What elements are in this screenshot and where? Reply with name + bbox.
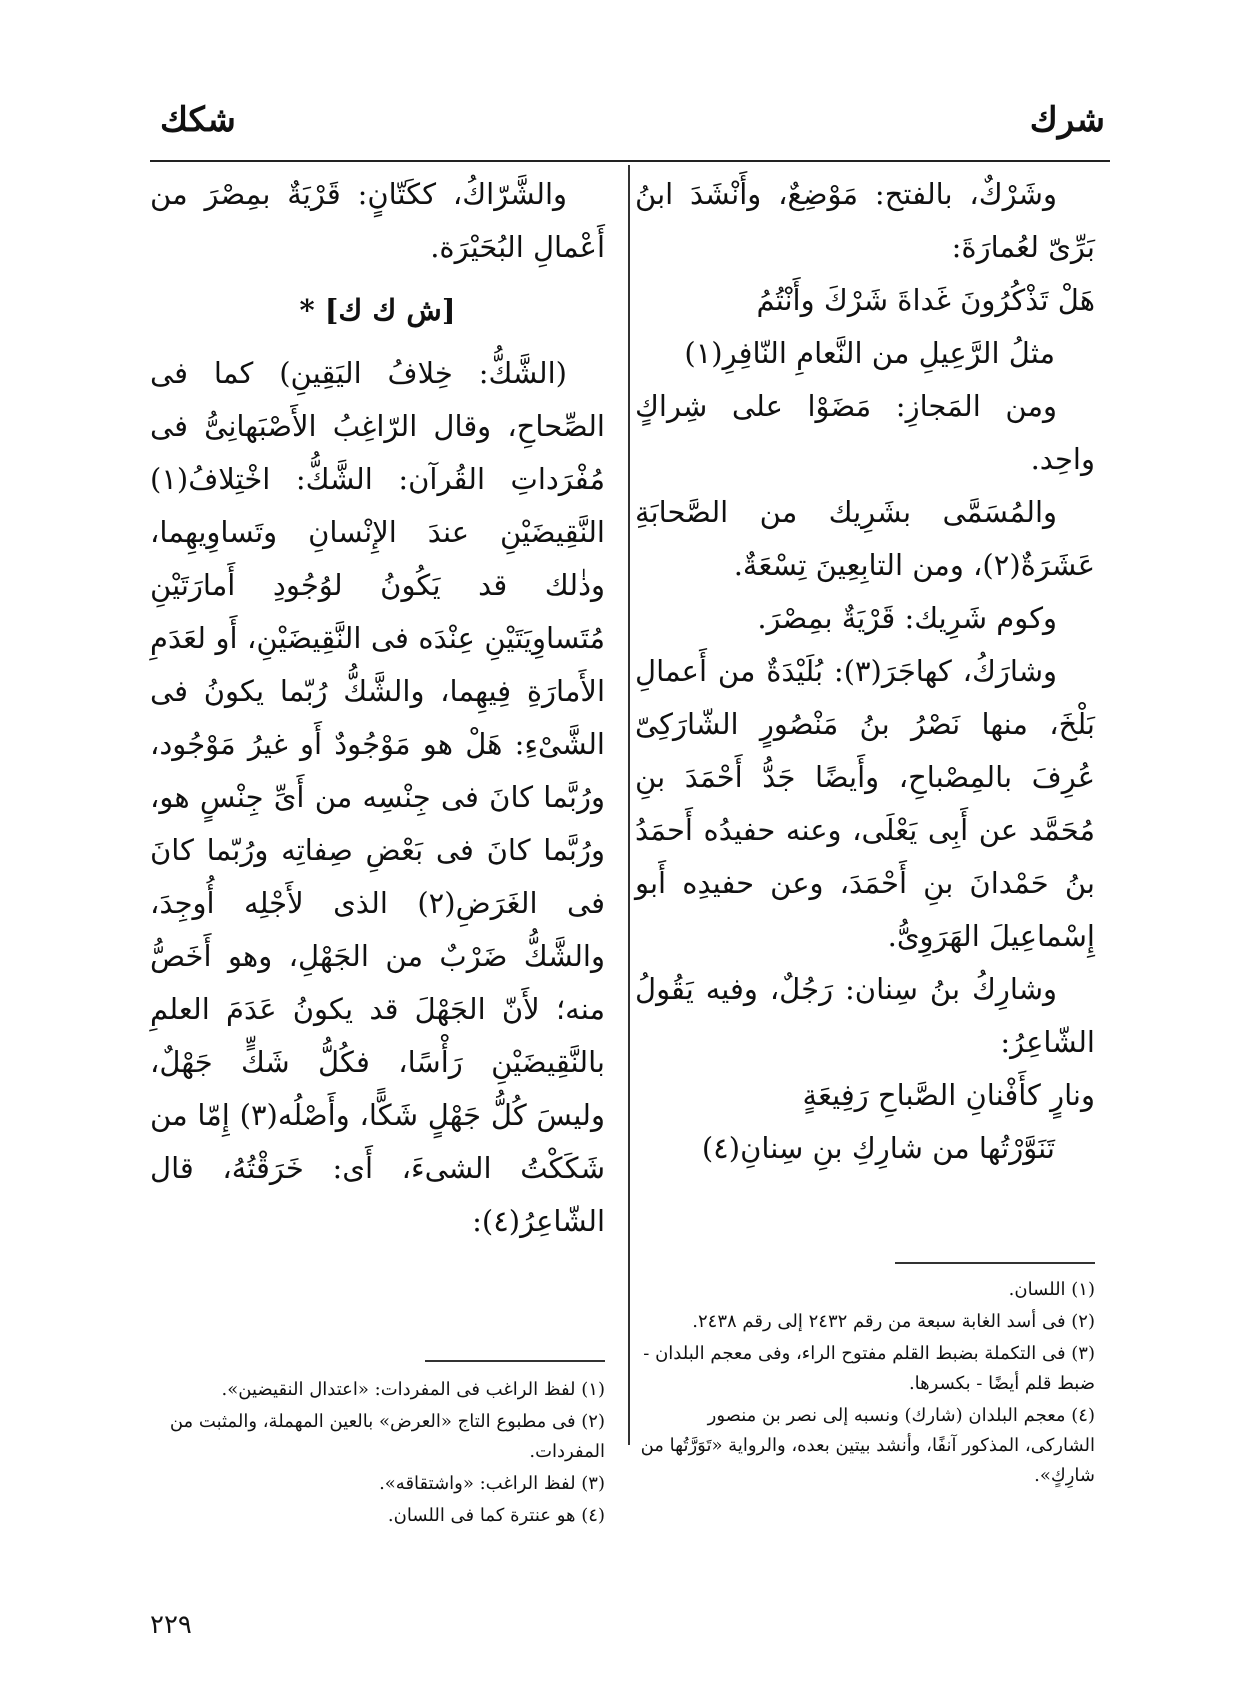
right-paragraph-6: وشارِكُ بنُ سِنان: رَجُلٌ، وفيه يَقُولُ الشّاعِرُ: xyxy=(635,972,1095,1059)
footnote-rule-right xyxy=(895,1262,1095,1264)
right-column xyxy=(635,168,1095,1175)
right-verse-1-line-2: مثلُ الرَّعِيلِ من النَّعامِ النّافِرِ(١) xyxy=(684,336,1055,370)
footnote-right-4: (٤) معجم البلدان (شارك) ونسبه إلى نصر بن منصور الشاركى، المذكور آنفًا، وأنشد بيتين بعده، والرواية «تَوَرَّتُها من شارِكٍ». xyxy=(640,1405,1095,1486)
right-paragraph-1: وشَرْكٌ، بالفتح: مَوْضِعٌ، وأَنْشَدَ ابنُ بَرِّىّ لعُمارَةَ: xyxy=(635,177,1095,264)
right-paragraph-4: وكوم شَرِيك: قَرْيَةٌ بمِصْرَ. xyxy=(757,601,1057,635)
entry-heading: [ش ك ك] * xyxy=(299,293,456,327)
page-number: ٢٢٩ xyxy=(150,1610,192,1640)
right-paragraph-5: وشارَكُ، كهاجَرَ(٣): بُلَيْدَةٌ من أَعمالِ بَلْخَ، منها نَصْرُ بنُ مَنْصُورٍ الشّارَكِىّ عُرِفَ بالمِصْباحِ، وأَيضًا جَدُّ أَحْمَدَ بنِ مُحَمَّد عن أَبِى يَعْلَى، وعنه حفيدُه أَحمَدُ بنُ حَمْدانَ بنِ أَحْمَدَ، وعن حفيدِه أَبو إِسْماعِيلَ الهَرَوِىُّ. xyxy=(635,654,1095,953)
right-verse-1-line-1: هَلْ تَذْكُرُونَ غَداةَ شَرْكَ وأَنْتُمُ xyxy=(756,283,1095,317)
right-paragraph-2: ومن المَجازِ: مَضَوْا على شِراكٍ واحِد. xyxy=(635,389,1095,476)
footnote-left-2: (٢) فى مطبوع التاج «العرض» بالعين المهملة، والمثبت من المفردات. xyxy=(169,1411,605,1462)
footnote-right-1: (١) اللسان. xyxy=(1008,1279,1095,1300)
header-rule xyxy=(150,160,1110,162)
right-verse-2-line-1: ونارٍ كأَفْنانِ الصَّباحِ رَفِيعَةٍ xyxy=(802,1078,1095,1112)
footnote-rule-left xyxy=(425,1360,605,1362)
footnotes-left xyxy=(150,1375,605,1533)
header-right-entry: شرك xyxy=(1029,100,1105,140)
footnote-right-2: (٢) فى أسد الغابة سبعة من رقم ٢٤٣٢ إلى رقم ٢٤٣٨. xyxy=(692,1311,1095,1332)
footnote-right-3: (٣) فى التكملة بضبط القلم مفتوح الراء، وفى معجم البلدان - ضبط قلم أيضًا - بكسرها. xyxy=(643,1343,1095,1394)
header-left-entry: شكك xyxy=(160,100,236,140)
right-verse-2-line-2: تَنَوَّرْتُها من شارِكِ بنِ سِنانِ(٤) xyxy=(701,1131,1055,1165)
footnote-left-4: (٤) هو عنترة كما فى اللسان. xyxy=(387,1505,605,1526)
column-divider xyxy=(628,165,630,1445)
left-paragraph-2: (الشَّكُّ: خِلافُ اليَقِينِ) كما فى الصِّحاحِ، وقال الرّاغِبُ الأَصْبَهانِىُّ فى مُفْرَداتِ القُرآن: الشَّكُّ: اخْتِلافُ(١) النَّقِيضَيْنِ عندَ الإِنْسانِ وتَساوِيهِما، وذٰلك قد يَكُونُ لوُجُودِ أَمارَتَيْنِ مُتَساوِيَتَيْنِ عِنْدَه فى النَّقِيضَيْنِ، أَو لعَدَمِ الأَمارَةِ فِيهِما، والشَّكُّ رُبّما يكونُ فى الشَّىْءِ: هَلْ هو مَوْجُودٌ أَو غيرُ مَوْجُود، ورُبَّما كانَ فى جِنْسِه من أَىِّ جِنْسٍ هو، ورُبَّما كانَ فى بَعْضِ صِفاتِه ورُبّما كانَ فى الغَرَضِ(٢) الذى لأَجْلِه أُوجِدَ، والشَّكُّ ضَرْبٌ من الجَهْلِ، وهو أَخَصُّ منه؛ لأَنّ الجَهْلَ قد يكونُ عَدَمَ العلمِ بالنَّقِيضَيْنِ رَأْسًا، فكُلُّ شَكٍّ جَهْلٌ، وليسَ كُلُّ جَهْلٍ شَكًّا، وأَصْلُه(٣) إِمّا من شَكَكْتُ الشىءَ، أَى: خَرَقْتُهُ، قال الشّاعِرُ(٤): xyxy=(150,356,605,1238)
footnote-left-1: (١) لفظ الراغب فى المفردات: «اعتدال النقيضين». xyxy=(221,1379,605,1400)
footnotes-right xyxy=(635,1275,1095,1493)
left-column xyxy=(150,168,605,1248)
left-paragraph-1: والشَّرّاكُ، ككَتّانٍ: قَرْيَةٌ بمِصْرَ من أَعْمالِ البُحَيْرَة. xyxy=(150,177,605,264)
right-paragraph-3: والمُسَمَّى بشَرِيك من الصَّحابَةِ عَشَرَةٌ(٢)، ومن التابِعِينَ تِسْعَةٌ. xyxy=(635,495,1095,582)
footnote-left-3: (٣) لفظ الراغب: «واشتقاقه». xyxy=(379,1473,605,1494)
